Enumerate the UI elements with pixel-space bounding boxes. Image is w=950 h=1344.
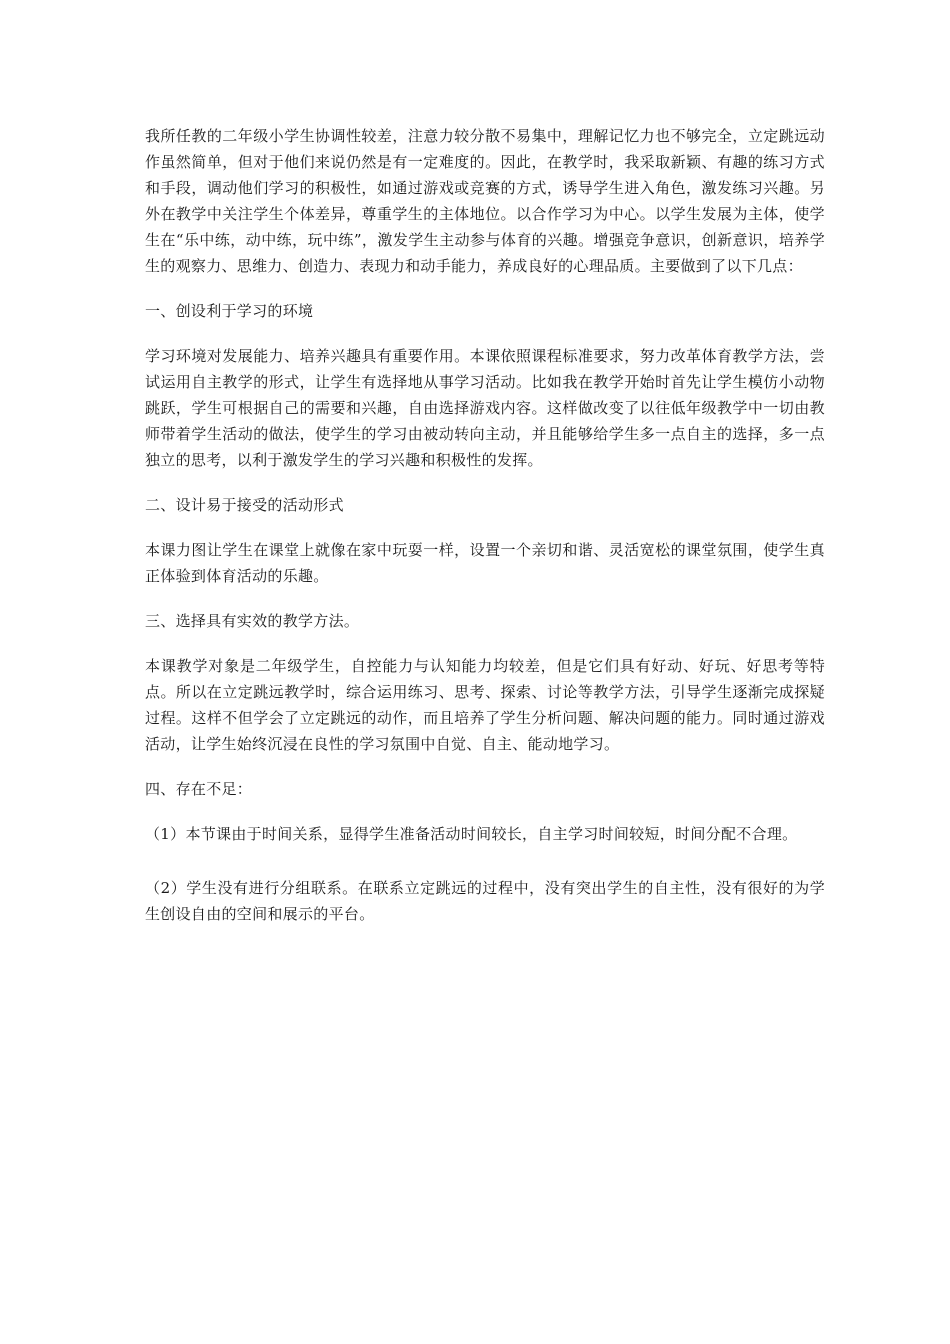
section-3-paragraph: 本课教学对象是二年级学生，自控能力与认知能力均较差，但是它们具有好动、好玩、好思考等特点。所以在立定跳远教学时，综合运用练习、思考、探索、讨论等教学方法，引导学生逐渐完成探疑过程。这样不但学会了立定跳远的动作，而且培养了学生分析问题、解决问题的能力。同时通过游戏活动，让学生始终沉浸在良性的学习氛围中自觉、自主、能动地学习。 (145, 657, 825, 753)
section-1-heading: 一、创设利于学习的环境 (145, 302, 314, 320)
section-4-heading: 四、存在不足： (145, 780, 253, 798)
intro-paragraph: 我所任教的二年级小学生协调性较差，注意力较分散不易集中，理解记忆力也不够完全，立定跳远动作虽然简单，但对于他们来说仍然是有一定难度的。因此，在教学时，我采取新颖、有趣的练习方式和手段，调动他们学习的积极性，如通过游戏或竞赛的方式，诱导学生进入角色，激发练习兴趣。另外在教学中关注学生个体差异，尊重学生的主体地位。以合作学习为中心。以学生发展为主体，使学生在“乐中练，动中练，玩中练”，激发学生主动参与体育的兴趣。增强竞争意识，创新意识，培养学生的观察力、思维力、创造力、表现力和动手能力，养成良好的心理品质。主要做到了以下几点： (145, 127, 825, 275)
section-2-heading: 二、设计易于接受的活动形式 (145, 496, 344, 514)
section-2-paragraph: 本课力图让学生在课堂上就像在家中玩耍一样，设置一个亲切和谐、灵活宽松的课堂氛围，使学生真正体验到体育活动的乐趣。 (145, 541, 825, 585)
document-body (145, 123, 825, 927)
section-3-heading: 三、选择具有实效的教学方法。 (145, 612, 360, 630)
shortcoming-item-2: （2）学生没有进行分组联系。在联系立定跳远的过程中，没有突出学生的自主性，没有很好的为学生创设自由的空间和展示的平台。 (145, 879, 825, 923)
section-1-paragraph: 学习环境对发展能力、培养兴趣具有重要作用。本课依照课程标准要求，努力改革体育教学方法，尝试运用自主教学的形式，让学生有选择地从事学习活动。比如我在教学开始时首先让学生模仿小动物跳跃，学生可根据自己的需要和兴趣，自由选择游戏内容。这样做改变了以往低年级教学中一切由教师带着学生活动的做法，使学生的学习由被动转向主动，并且能够给学生多一点自主的选择，多一点独立的思考，以利于激发学生的学习兴趣和积极性的发挥。 (145, 347, 825, 469)
shortcoming-item-1: （1）本节课由于时间关系，显得学生准备活动时间较长，自主学习时间较短，时间分配不合理。 (145, 825, 798, 843)
